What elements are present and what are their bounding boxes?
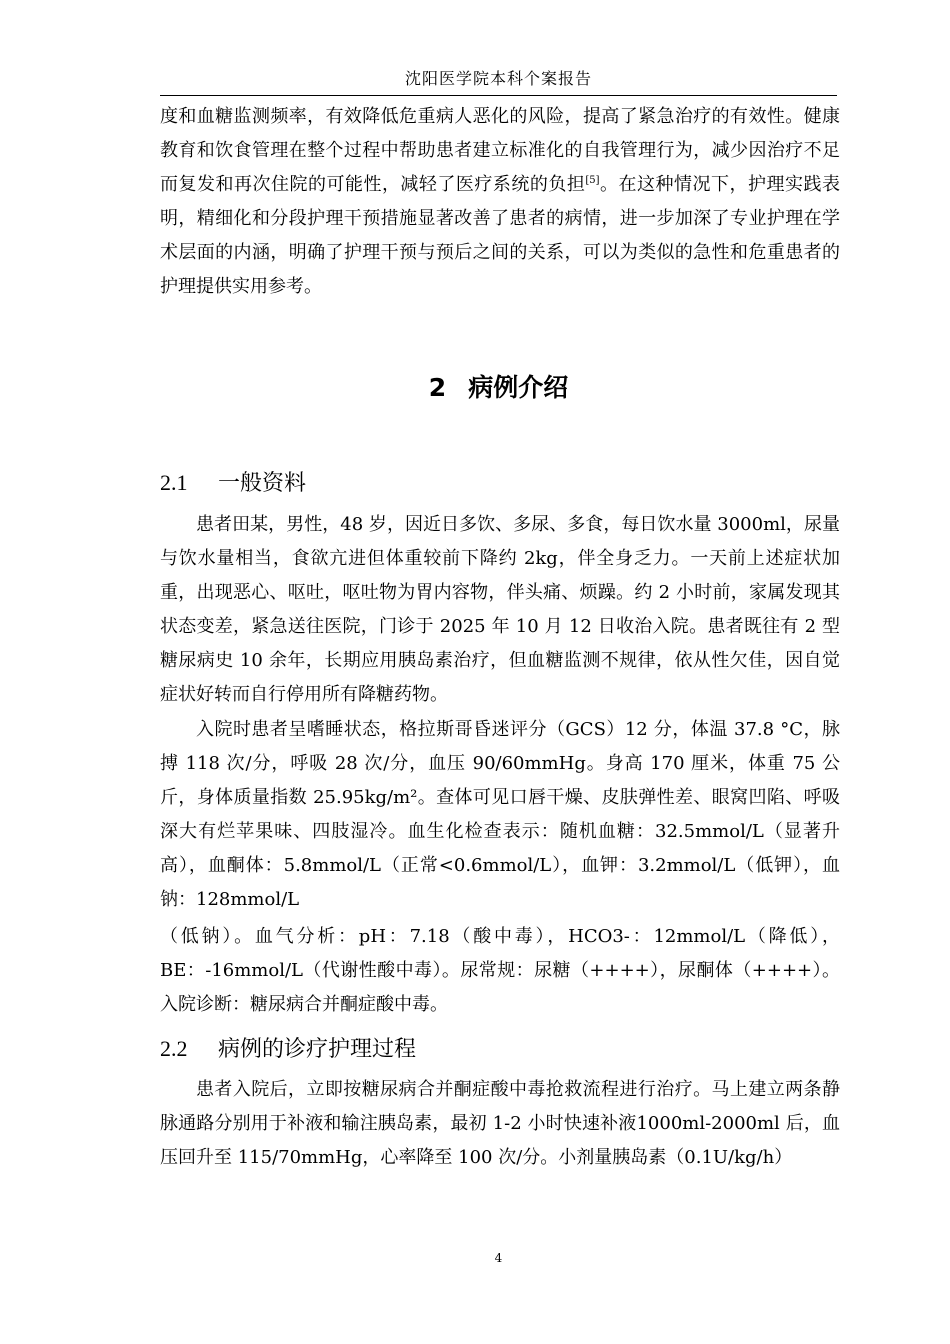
- section-number: 2.2: [160, 1036, 188, 1061]
- body-paragraph: 患者田某，男性，48 岁，因近日多饮、多尿、多食，每日饮水量 3000ml，尿量与饮水量相当，食欲亢进但体重较前下降约 2kg，伴全身乏力。一天前上述症状加重，出现恶心、呕吐，呕吐物为胃内容物，伴头痛、烦躁。约 2 小时前，家属发现其状态变差，紧急送往医院，门诊于 2025 年 10 月 12 日收治入院。患者既往有 2 型糖尿病史 10 余年，长期应用胰岛素治疗，但血糖监测不规律，依从性欠佳，因自觉症状好转而自行停用所有降糖药物。: [160, 514, 840, 705]
- section-heading-general: [160, 466, 306, 497]
- header-divider: [160, 95, 837, 96]
- intro-paragraph: [160, 100, 840, 304]
- citation-reference: [5]: [585, 175, 600, 186]
- chapter-heading: [160, 368, 837, 404]
- section-number: 2.1: [160, 470, 188, 495]
- body-paragraph: 入院时患者呈嗜睡状态，格拉斯哥昏迷评分（GCS）12 分，体温 37.8 °C，脉搏 118 次/分，呼吸 28 次/分，血压 90/60mmHg。身高 170 厘米，体重 75 公斤，身体质量指数 25.95kg/m²。查体可见口唇干燥、皮肤弹性差、眼窝凹陷、呼吸深大有烂苹果味、四肢湿冷。血生化检查表示：随机血糖：32.5mmol/L（显著升高），血酮体：5.8mmol/L（正常<0.6mmol/L），血钾：3.2mmol/L（低钾），血钠：128mmol/L: [160, 719, 840, 910]
- body-paragraph: （低钠）。血气分析：pH：7.18（酸中毒），HCO3-：12mmol/L（降低），BE：-16mmol/L（代谢性酸中毒）。尿常规：尿糖（++++），尿酮体（++++）。入院诊断：糖尿病合并酮症酸中毒。: [160, 926, 840, 1015]
- chapter-title: 病例介绍: [468, 373, 569, 402]
- section-title: 一般资料: [218, 471, 307, 496]
- page-number: 4: [494, 1251, 503, 1265]
- section-title: 病例的诊疗护理过程: [218, 1037, 417, 1062]
- running-header: 沈阳医学院本科个案报告: [404, 69, 592, 88]
- chapter-number: 2: [428, 373, 447, 402]
- intro-text: 度和血糖监测频率，有效降低危重病人恶化的风险，提高了紧急治疗的有效性。健康教育和饮食管理在整个过程中帮助患者建立标准化的自我管理行为，减少因治疗不足而复发和再次住院的可能性，减轻了医疗系统的负担: [160, 106, 840, 195]
- section-heading-treatment: [160, 1032, 416, 1063]
- body-paragraph: 患者入院后，立即按糖尿病合并酮症酸中毒抢救流程进行治疗。马上建立两条静脉通路分别用于补液和输注胰岛素，最初 1-2 小时快速补液1000ml-2000ml 后，血压回升至 115/70mmHg，心率降至 100 次/分。小剂量胰岛素（0.1U/kg/h）: [160, 1079, 840, 1168]
- intro-text-continued: 。在这种情况下，护理实践表明，精细化和分段护理干预措施显著改善了患者的病情，进一步加深了专业护理在学术层面的内涵，明确了护理干预与预后之间的关系，可以为类似的急性和危重患者的护理提供实用参考。: [160, 174, 840, 297]
